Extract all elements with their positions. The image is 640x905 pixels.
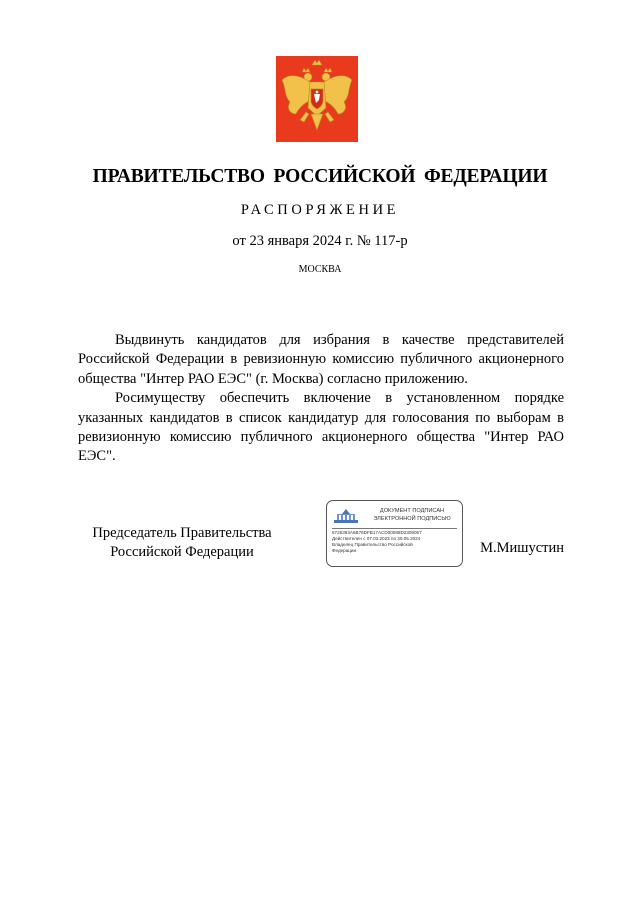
document-city: МОСКВА <box>298 264 342 275</box>
electronic-signature-stamp <box>326 500 463 567</box>
stamp-header-line: ЭЛЕКТРОННОЙ ПОДПИСЬЮ <box>373 516 451 522</box>
document-kind: РАСПОРЯЖЕНИЕ <box>240 202 400 218</box>
document-date-number: от 23 января 2024 г. № 117-р <box>232 233 408 249</box>
stamp-certificate: 5725393A6B76DFB17ACD00089D2309057 <box>332 530 422 535</box>
government-title: ПРАВИТЕЛЬСТВО РОССИЙСКОЙ ФЕДЕРАЦИИ <box>92 166 548 187</box>
stamp-details <box>332 530 422 554</box>
signer-name: М.Мишустин <box>480 540 564 556</box>
stamp-validity: Действителен с 07.03.2023 по 30.05.2024 <box>332 536 421 541</box>
stamp-owner: Владелец Правительство Российской <box>332 542 413 547</box>
stamp-header <box>365 507 459 523</box>
body-paragraph: Росимуществу обеспечить включение в установленном порядке указанных кандидатов в список кандидатур для голосования по выборам в ревизионную комиссию публичного акционерного общества "Интер РАО ЕЭС". <box>78 390 564 465</box>
signer-position-line: Российской Федерации <box>110 544 254 560</box>
signer-position-line: Председатель Правительства <box>92 525 272 541</box>
coat-of-arms-emblem <box>276 56 358 142</box>
signer-position <box>78 524 286 562</box>
stamp-header-line: ДОКУМЕНТ ПОДПИСАН <box>379 508 445 514</box>
stamp-owner: Федерации <box>332 548 357 553</box>
double-headed-eagle-icon <box>276 56 358 142</box>
body-paragraph: Выдвинуть кандидатов для избрания в качестве представителей Российской Федерации в ревизионную комиссию публичного акционерного общества "Интер РАО ЕЭС" (г. Москва) согласно приложению. <box>78 332 564 387</box>
document-body <box>78 331 564 467</box>
government-building-icon <box>332 508 360 524</box>
stamp-divider <box>332 528 457 529</box>
